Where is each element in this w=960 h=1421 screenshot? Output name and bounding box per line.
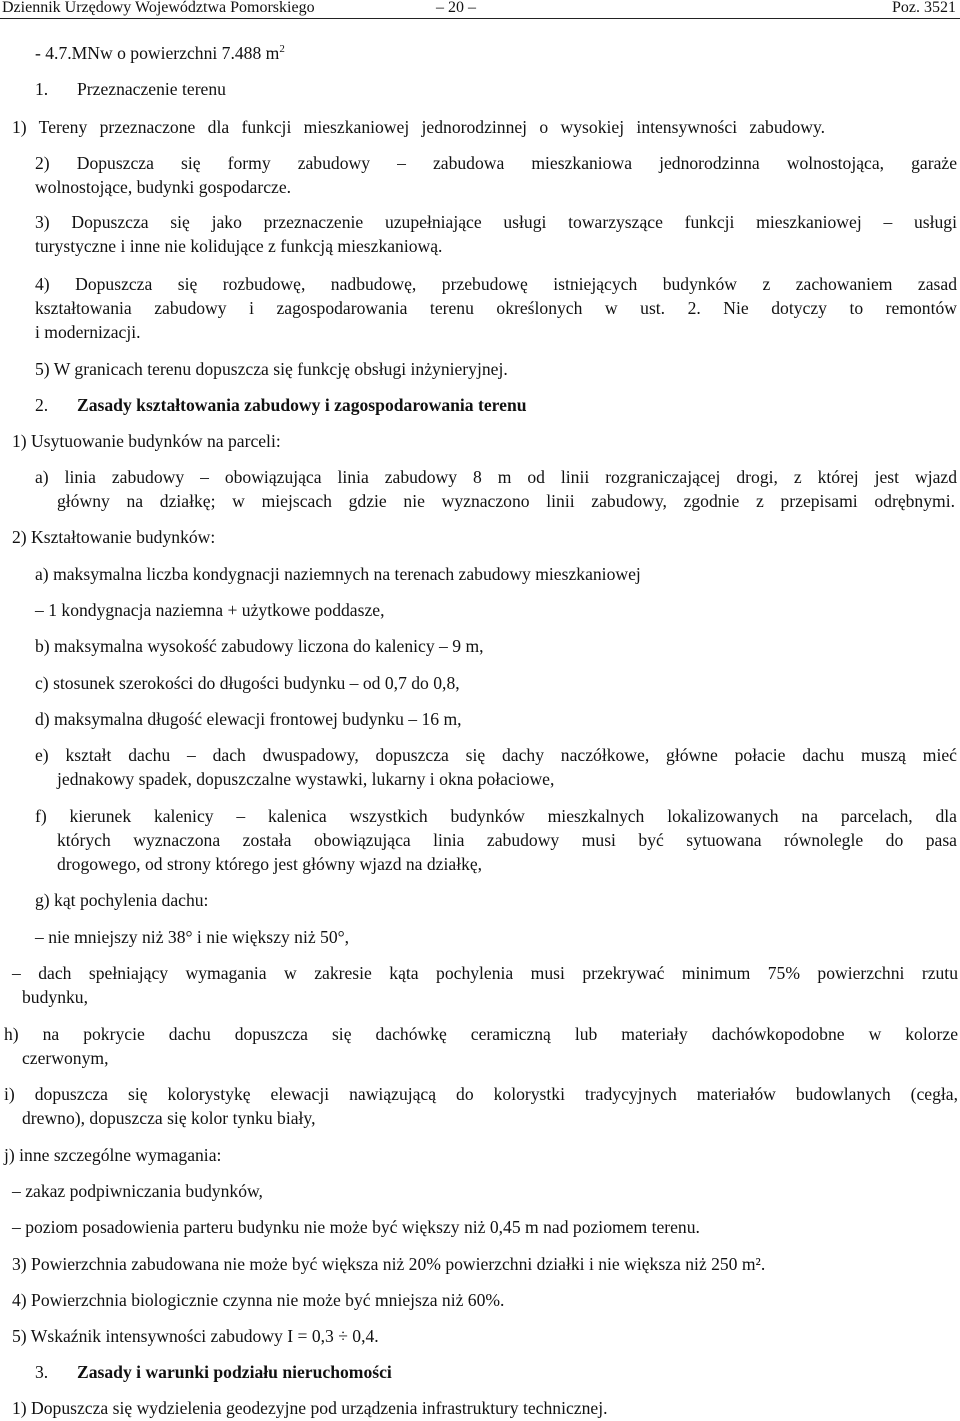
item-2j: j) inne szczególne wymagania: (4, 1145, 222, 1165)
subdivision-1: 1) Dopuszcza się wydzielenia geodezyjne pod urządzenia infrastruktury technicznej. (12, 1398, 608, 1418)
heading-2-number: 2. (35, 395, 49, 415)
item-2c: c) stosunek szerokości do długości budynku – od 0,7 do 0,8, (35, 673, 460, 693)
page-header (0, 0, 960, 18)
item-2f-line-3: drogowego, od strony którego jest główny wjazd na działkę, (57, 854, 483, 874)
item-2e-line-2: jednakowy spadek, dopuszczalne wystawki, lukarny i okna połaciowe, (57, 769, 555, 789)
paragraph-2-line-1: 2) Dopuszcza się formy zabudowy – zabudowa mieszkaniowa jednorodzinna wolnostojąca, garaże (35, 153, 957, 173)
heading-1: Przeznaczenie terenu (77, 79, 226, 99)
item-2g-roof-line-2: budynku, (22, 987, 88, 1007)
paragraph-4-line-1: 4) Dopuszcza się rozbudowę, nadbudowę, przebudowę istniejących budynków z zachowaniem zasad (35, 274, 957, 294)
section-4: 4) Powierzchnia biologicznie czynna nie może być mniejsza niż 60%. (12, 1290, 505, 1310)
item-2f-line-2: których wyznaczona została obowiązująca linia zabudowy musi być sytuowana równolegle do pasa (57, 830, 957, 850)
section-5: 5) Wskaźnik intensywności zabudowy I = 0,3 ÷ 0,4. (12, 1326, 379, 1346)
section-1-title: 1) Usytuowanie budynków na parceli: (12, 431, 281, 451)
section-title-text: - 4.7.MNw o powierzchni 7.488 m (35, 43, 280, 63)
heading-2: Zasady kształtowania zabudowy i zagospodarowania terenu (77, 395, 527, 415)
paragraph-4-line-3: i modernizacji. (35, 322, 141, 342)
item-2i-line-1: i) dopuszcza się kolorystykę elewacji nawiązującą do kolorystki tradycyjnych materiałów budowlanych (cegła, (4, 1084, 958, 1104)
paragraph-3-line-2: turystyczne i inne nie kolidujące z funkcją mieszkaniową. (35, 236, 443, 256)
item-2f-line-1: f) kierunek kalenicy – kalenica wszystkich budynków mieszkalnych lokalizowanych na parcelach, dla (35, 806, 957, 826)
item-2d: d) maksymalna długość elewacji frontowej budynku – 16 m, (35, 709, 462, 729)
item-2h-line-2: czerwonym, (22, 1048, 109, 1068)
section-3: 3) Powierzchnia zabudowana nie może być większa niż 20% powierzchni działki i nie większa niż 250 m². (12, 1254, 766, 1274)
section-2-title: 2) Kształtowanie budynków: (12, 527, 216, 547)
item-2b: b) maksymalna wysokość zabudowy liczona do kalenicy – 9 m, (35, 636, 484, 656)
item-2e-line-1: e) kształt dachu – dach dwuspadowy, dopuszcza się dachy naczółkowe, główne połacie dachu muszą mieć (35, 745, 957, 765)
item-2j-dash-2: – poziom posadowienia parteru budynku nie może być większy niż 0,45 m nad poziomem terenu. (12, 1217, 700, 1237)
position-number: Poz. 3521 (892, 0, 956, 16)
heading-3-number: 3. (35, 1362, 49, 1382)
paragraph-4-line-2: kształtowania zabudowy i zagospodarowania terenu określonych w ust. 2. Nie dotyczy to remontów (35, 298, 957, 318)
item-2a-dash: – 1 kondygnacja naziemna + użytkowe poddasze, (35, 600, 385, 620)
journal-title: Dziennik Urzędowy Województwa Pomorskiego (2, 0, 315, 16)
item-1a-line-2: główny na działkę; w miejscach gdzie nie wyznaczono linii zabudowy, zgodnie z przepisami odrębnymi. (57, 491, 955, 511)
item-2g: g) kąt pochylenia dachu: (35, 890, 209, 910)
paragraph-1: 1) Tereny przeznaczone dla funkcji mieszkaniowej jednorodzinnej o wysokiej intensywności zabudowy. (12, 117, 825, 137)
item-2j-dash-1: – zakaz podpiwniczania budynków, (12, 1181, 263, 1201)
item-2g-roof-line-1: – dach spełniający wymagania w zakresie kąta pochylenia musi przekrywać minimum 75% powierzchni rzutu (12, 963, 958, 983)
item-1a-line-1: a) linia zabudowy – obowiązująca linia zabudowy 8 m od linii rozgraniczającej drogi, z której jest wjazd (35, 467, 957, 487)
page-number: – 20 – (436, 0, 476, 16)
item-2i-line-2: drewno), dopuszcza się kolor tynku biały, (22, 1108, 316, 1128)
section-title (35, 43, 285, 63)
heading-1-number: 1. (35, 79, 49, 99)
heading-3: Zasady i warunki podziału nieruchomości (77, 1362, 392, 1382)
section-title-sup: 2 (279, 43, 285, 55)
item-2h-line-1: h) na pokrycie dachu dopuszcza się dachówkę ceramiczną lub materiały dachówkopodobne w kolorze (4, 1024, 958, 1044)
item-2a: a) maksymalna liczba kondygnacji naziemnych na terenach zabudowy mieszkaniowej (35, 564, 641, 584)
paragraph-3-line-1: 3) Dopuszcza się jako przeznaczenie uzupełniające usługi towarzyszące funkcji mieszkaniowej – usługi (35, 212, 957, 232)
item-2g-dash: – nie mniejszy niż 38° i nie większy niż 50°, (35, 927, 350, 947)
paragraph-2-line-2: wolnostojące, budynki gospodarcze. (35, 177, 292, 197)
paragraph-5: 5) W granicach terenu dopuszcza się funkcję obsługi inżynieryjnej. (35, 359, 508, 379)
header-rule (0, 18, 960, 19)
